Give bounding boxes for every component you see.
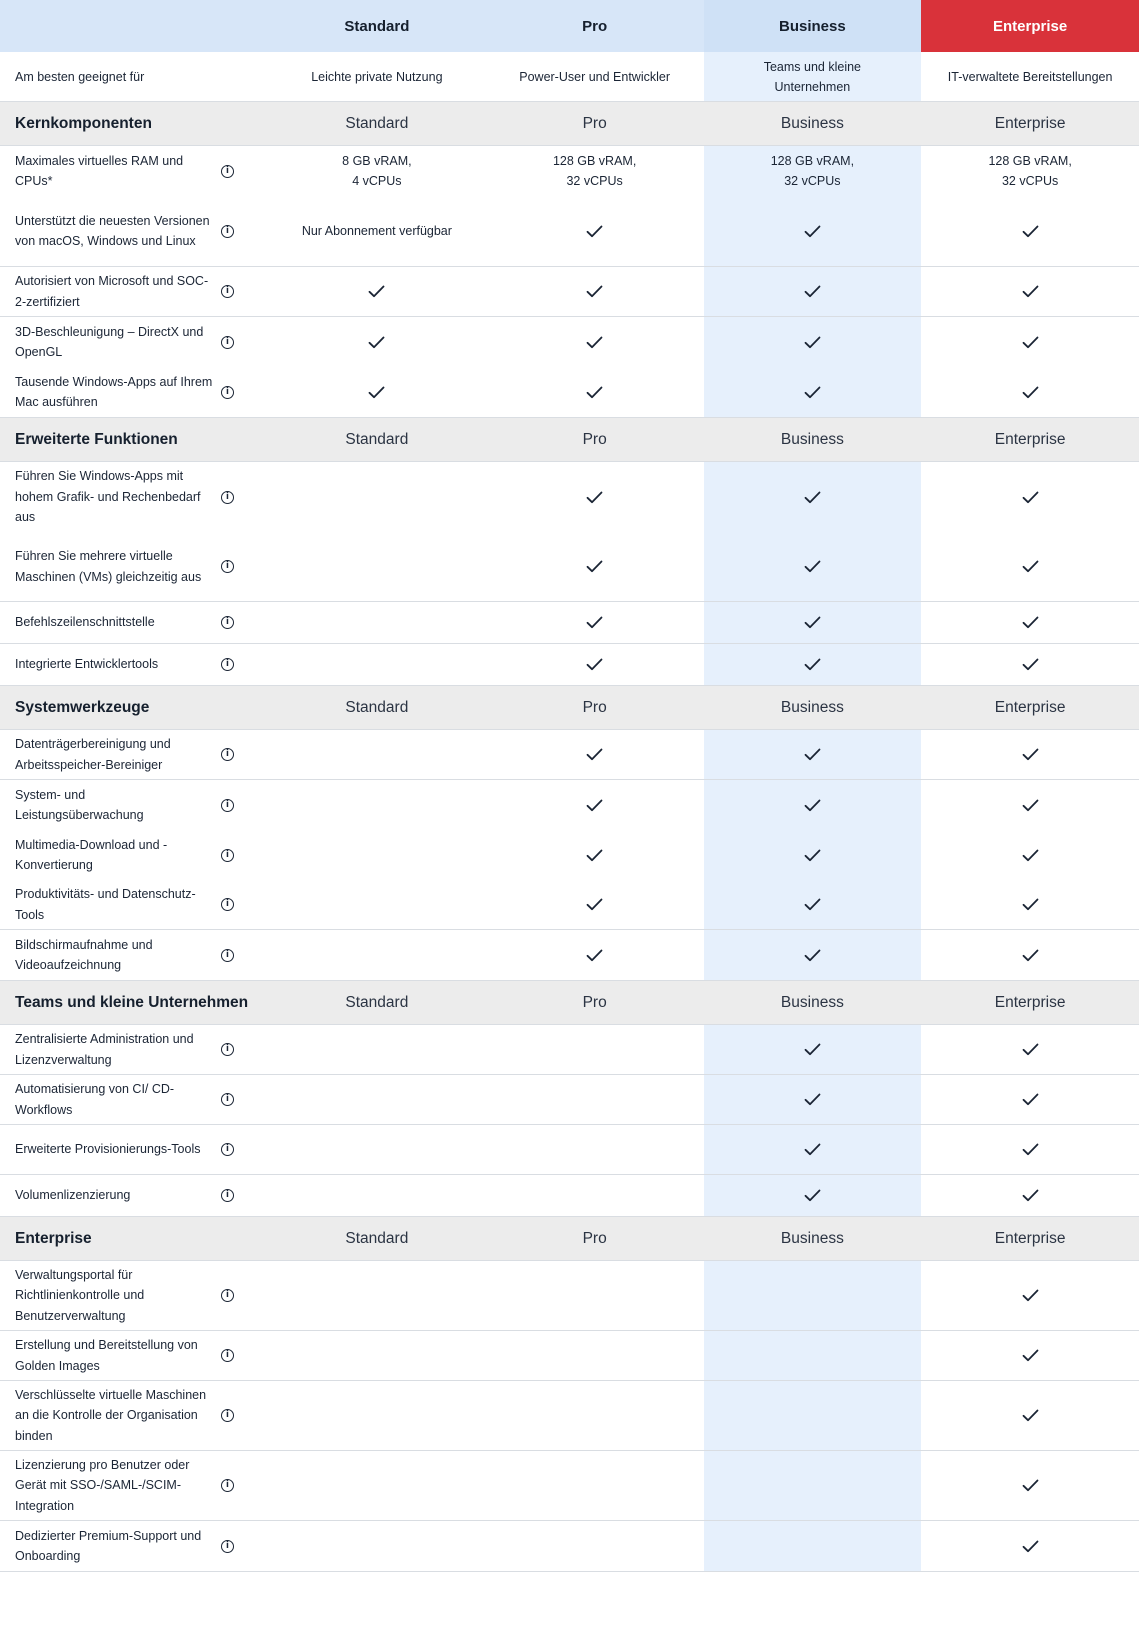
feature-label-cell <box>0 367 268 417</box>
feature-label-cell <box>0 196 268 266</box>
feature-value-business <box>704 317 922 367</box>
feature-value-enterprise <box>921 1331 1139 1380</box>
feature-value-business <box>704 930 922 980</box>
feature-value-pro <box>486 1175 704 1216</box>
plan-header-row <box>0 0 1139 52</box>
check-icon <box>1022 1479 1039 1492</box>
feature-label-cell <box>0 730 268 779</box>
feature-value-pro <box>486 730 704 779</box>
feature-value-enterprise <box>921 196 1139 266</box>
feature-label: Erstellung und Bereitstellung von Golden Images <box>15 1338 198 1373</box>
section-plan-label-enterprise: Enterprise <box>994 698 1066 716</box>
feature-value-pro <box>486 146 704 196</box>
feature-value-enterprise <box>921 602 1139 643</box>
check-icon <box>586 658 603 671</box>
feature-value-pro <box>486 462 704 532</box>
info-icon[interactable]: i <box>221 658 234 671</box>
feature-value-enterprise <box>921 880 1139 929</box>
feature-value-pro <box>486 1261 704 1330</box>
feature-row <box>0 644 1139 686</box>
feature-value-standard <box>268 880 486 929</box>
section-title: Systemwerkzeuge <box>15 698 150 716</box>
feature-label-cell <box>0 602 268 643</box>
check-icon <box>586 849 603 862</box>
feature-value-standard <box>268 644 486 685</box>
check-icon <box>1022 225 1039 238</box>
feature-label-cell <box>0 146 268 196</box>
section-plan-label-business: Business <box>704 981 922 1024</box>
header-empty-cell <box>0 0 268 52</box>
feature-label: Verwaltungsportal für Richtlinienkontrolle und Benutzerverwaltung <box>15 1267 145 1323</box>
check-icon <box>1022 898 1039 911</box>
check-icon <box>804 616 821 629</box>
feature-row <box>0 1025 1139 1075</box>
section-plan-label-enterprise: Enterprise <box>994 114 1066 132</box>
section-header-row <box>0 1217 1139 1261</box>
feature-row <box>0 1451 1139 1521</box>
feature-row <box>0 146 1139 196</box>
feature-value-standard <box>268 930 486 980</box>
feature-label: Führen Sie mehrere virtuelle Maschinen (VMs) gleichzeitig aus <box>15 549 202 584</box>
info-icon[interactable]: i <box>221 748 234 761</box>
feature-value-standard <box>268 1381 486 1450</box>
feature-row <box>0 1521 1139 1572</box>
feature-value-standard <box>268 462 486 532</box>
check-icon <box>804 336 821 349</box>
feature-label-cell <box>0 1381 268 1450</box>
feature-label: Datenträgerbereinigung und Arbeitsspeicher-Bereiniger <box>15 737 171 772</box>
feature-row <box>0 602 1139 644</box>
section-header-row <box>0 102 1139 146</box>
feature-label-cell <box>0 1075 268 1124</box>
check-icon <box>1022 1349 1039 1362</box>
info-icon[interactable]: i <box>221 616 234 629</box>
check-icon <box>586 560 603 573</box>
feature-value-business <box>704 830 922 880</box>
feature-row <box>0 1125 1139 1175</box>
best-for-row <box>0 52 1139 102</box>
feature-label-cell <box>0 880 268 929</box>
plan-header-enterprise: Enterprise <box>921 0 1139 52</box>
feature-value-business <box>704 602 922 643</box>
check-icon <box>1022 748 1039 761</box>
feature-value-pro <box>486 780 704 830</box>
feature-label: 3D-Beschleunigung – DirectX und OpenGL <box>15 324 204 359</box>
feature-value-enterprise <box>921 146 1139 196</box>
feature-value-business <box>704 1175 922 1216</box>
feature-row <box>0 317 1139 367</box>
best-for-standard: Leichte private Nutzung <box>311 69 443 84</box>
check-icon <box>586 898 603 911</box>
feature-row <box>0 880 1139 930</box>
plan-header-pro: Pro <box>582 17 608 35</box>
check-icon <box>804 386 821 399</box>
feature-label-cell <box>0 830 268 880</box>
feature-label: Maximales virtuelles RAM und CPUs* <box>15 153 184 188</box>
feature-label-cell <box>0 1025 268 1074</box>
feature-row <box>0 1075 1139 1125</box>
feature-value-business <box>704 880 922 929</box>
section-plan-label-business: Business <box>704 418 922 461</box>
feature-value-standard <box>268 1451 486 1520</box>
feature-label: Integrierte Entwicklertools <box>15 657 159 672</box>
feature-row <box>0 196 1139 267</box>
feature-value-pro <box>486 367 704 417</box>
feature-value-pro <box>486 1521 704 1571</box>
feature-value-enterprise <box>921 830 1139 880</box>
section-plan-label-pro: Pro <box>582 1229 607 1247</box>
feature-value-enterprise <box>921 730 1139 779</box>
feature-value-text: 128 GB vRAM, 32 vCPUs <box>988 153 1072 188</box>
feature-row <box>0 780 1139 830</box>
feature-value-pro <box>486 317 704 367</box>
feature-value-business <box>704 1075 922 1124</box>
check-icon <box>586 748 603 761</box>
check-icon <box>586 225 603 238</box>
feature-sections <box>0 102 1139 1572</box>
section-plan-label-enterprise: Enterprise <box>994 993 1066 1011</box>
info-icon[interactable]: i <box>221 165 234 178</box>
feature-label: Erweiterte Provisionierungs-Tools <box>15 1142 201 1157</box>
feature-label-cell <box>0 1521 268 1571</box>
check-icon <box>1022 949 1039 962</box>
section-title: Erweiterte Funktionen <box>15 430 178 448</box>
section-title: Enterprise <box>15 1229 92 1247</box>
feature-value-pro <box>486 532 704 601</box>
feature-value-pro <box>486 1075 704 1124</box>
check-icon <box>586 616 603 629</box>
feature-value-pro <box>486 1331 704 1380</box>
section-plan-label-business: Business <box>704 686 922 729</box>
feature-value-standard <box>268 146 486 196</box>
info-icon[interactable]: i <box>221 1093 234 1106</box>
feature-value-enterprise <box>921 267 1139 316</box>
check-icon <box>804 949 821 962</box>
feature-value-standard <box>268 367 486 417</box>
feature-value-standard <box>268 1175 486 1216</box>
info-icon[interactable]: i <box>221 1289 234 1302</box>
check-icon <box>804 1093 821 1106</box>
check-icon <box>586 949 603 962</box>
section-header-row <box>0 981 1139 1025</box>
section-plan-label-standard: Standard <box>345 993 409 1011</box>
feature-value-pro <box>486 1451 704 1520</box>
feature-label: Führen Sie Windows-Apps mit hohem Grafik- und Rechenbedarf aus <box>15 469 201 525</box>
check-icon <box>586 799 603 812</box>
check-icon <box>804 225 821 238</box>
feature-value-business <box>704 1331 922 1380</box>
feature-label: Volumenlizenzierung <box>15 1188 131 1203</box>
check-icon <box>1022 1093 1039 1106</box>
feature-row <box>0 462 1139 532</box>
best-for-pro: Power-User und Entwickler <box>519 69 670 84</box>
check-icon <box>804 898 821 911</box>
info-icon[interactable]: i <box>221 1479 234 1492</box>
check-icon <box>1022 616 1039 629</box>
feature-value-enterprise <box>921 317 1139 367</box>
feature-value-standard <box>268 532 486 601</box>
feature-value-business <box>704 267 922 316</box>
check-icon <box>1022 1143 1039 1156</box>
section-plan-label-pro: Pro <box>582 993 607 1011</box>
check-icon <box>1022 560 1039 573</box>
check-icon <box>1022 1289 1039 1302</box>
check-icon <box>586 285 603 298</box>
feature-label: Verschlüsselte virtuelle Maschinen an die Kontrolle der Organisation binden <box>15 1387 207 1443</box>
check-icon <box>804 1189 821 1202</box>
feature-row <box>0 267 1139 317</box>
feature-value-text: 128 GB vRAM, 32 vCPUs <box>770 153 855 188</box>
feature-value-enterprise <box>921 644 1139 685</box>
feature-value-pro <box>486 1125 704 1174</box>
info-icon[interactable]: i <box>221 1189 234 1202</box>
feature-value-business <box>704 1125 922 1174</box>
section-header-row <box>0 418 1139 462</box>
check-icon <box>1022 491 1039 504</box>
section-plan-label-pro: Pro <box>582 114 607 132</box>
check-icon <box>368 285 385 298</box>
feature-value-enterprise <box>921 930 1139 980</box>
section-plan-label-enterprise: Enterprise <box>994 430 1066 448</box>
feature-label: Zentralisierte Administration und Lizenzverwaltung <box>15 1032 194 1067</box>
section-plan-label-business: Business <box>704 1217 922 1260</box>
info-icon[interactable]: i <box>221 1409 234 1422</box>
feature-value-business <box>704 1451 922 1520</box>
check-icon <box>804 799 821 812</box>
feature-label-cell <box>0 1261 268 1330</box>
check-icon <box>804 491 821 504</box>
best-for-enterprise: IT-verwaltete Bereitstellungen <box>947 69 1113 84</box>
feature-row <box>0 930 1139 981</box>
feature-value-text: 128 GB vRAM, 32 vCPUs <box>552 153 637 188</box>
feature-value-pro <box>486 930 704 980</box>
feature-label: Produktivitäts- und Datenschutz-Tools <box>15 887 196 922</box>
feature-value-enterprise <box>921 1451 1139 1520</box>
feature-value-business <box>704 146 922 196</box>
feature-value-pro <box>486 267 704 316</box>
feature-value-business <box>704 196 922 266</box>
check-icon <box>804 560 821 573</box>
feature-label-cell <box>0 930 268 980</box>
section-plan-label-pro: Pro <box>582 698 607 716</box>
feature-label: Befehlszeilenschnittstelle <box>15 615 155 630</box>
feature-value-enterprise <box>921 780 1139 830</box>
section-plan-label-enterprise: Enterprise <box>994 1229 1066 1247</box>
section-title: Kernkomponenten <box>15 114 152 132</box>
feature-value-business <box>704 1261 922 1330</box>
feature-label-cell <box>0 644 268 685</box>
feature-value-business <box>704 1381 922 1450</box>
feature-value-business <box>704 644 922 685</box>
info-icon[interactable]: i <box>221 898 234 911</box>
plan-header-business: Business <box>704 0 922 52</box>
best-for-business: Teams und kleine Unternehmen <box>704 52 922 101</box>
feature-row <box>0 730 1139 780</box>
feature-value-enterprise <box>921 1261 1139 1330</box>
check-icon <box>1022 799 1039 812</box>
feature-value-enterprise <box>921 462 1139 532</box>
feature-value-enterprise <box>921 1381 1139 1450</box>
check-icon <box>1022 336 1039 349</box>
check-icon <box>1022 285 1039 298</box>
info-icon[interactable]: i <box>221 1143 234 1156</box>
check-icon <box>586 386 603 399</box>
check-icon <box>804 748 821 761</box>
feature-label: System- und Leistungsüberwachung <box>15 787 144 822</box>
feature-value-standard <box>268 1261 486 1330</box>
feature-label-cell <box>0 532 268 601</box>
feature-value-pro <box>486 602 704 643</box>
feature-value-enterprise <box>921 367 1139 417</box>
check-icon <box>804 658 821 671</box>
section-plan-label-pro: Pro <box>582 430 607 448</box>
info-icon[interactable]: i <box>221 225 234 238</box>
section-header-row <box>0 686 1139 730</box>
check-icon <box>804 849 821 862</box>
feature-row <box>0 1381 1139 1451</box>
feature-value-pro <box>486 880 704 929</box>
check-icon <box>804 285 821 298</box>
feature-value-standard <box>268 1331 486 1380</box>
feature-label-cell <box>0 780 268 830</box>
feature-label-cell <box>0 1331 268 1380</box>
info-icon[interactable]: i <box>221 1043 234 1056</box>
feature-row <box>0 1261 1139 1331</box>
feature-value-standard <box>268 1521 486 1571</box>
feature-value-standard <box>268 267 486 316</box>
feature-value-standard <box>268 780 486 830</box>
info-icon[interactable]: i <box>221 386 234 399</box>
feature-label: Multimedia-Download und -Konvertierung <box>15 837 168 872</box>
check-icon <box>1022 1540 1039 1553</box>
feature-value-pro <box>486 196 704 266</box>
feature-value-standard <box>268 1075 486 1124</box>
feature-label-cell <box>0 1125 268 1174</box>
check-icon <box>1022 386 1039 399</box>
check-icon <box>1022 658 1039 671</box>
feature-value-pro <box>486 1025 704 1074</box>
info-icon[interactable]: i <box>221 1540 234 1553</box>
feature-label: Lizenzierung pro Benutzer oder Gerät mit SSO-/SAML-/SCIM-Integration <box>15 1457 190 1513</box>
feature-value-business <box>704 1521 922 1571</box>
feature-value-standard <box>268 602 486 643</box>
check-icon <box>368 336 385 349</box>
info-icon[interactable]: i <box>221 491 234 504</box>
section-plan-label-standard: Standard <box>345 430 409 448</box>
info-icon[interactable]: i <box>221 799 234 812</box>
feature-label: Unterstützt die neuesten Versionen von macOS, Windows und Linux <box>15 213 210 248</box>
feature-value-enterprise <box>921 532 1139 601</box>
section-plan-label-standard: Standard <box>345 698 409 716</box>
feature-row <box>0 532 1139 602</box>
feature-label: Bildschirmaufnahme und Videoaufzeichnung <box>15 937 153 972</box>
feature-label: Automatisierung von CI/ CD-Workflows <box>15 1082 175 1117</box>
feature-value-standard <box>268 1025 486 1074</box>
check-icon <box>1022 1189 1039 1202</box>
info-icon[interactable]: i <box>221 285 234 298</box>
feature-value-business <box>704 780 922 830</box>
feature-label: Tausende Windows-Apps auf Ihrem Mac ausführen <box>15 374 213 409</box>
feature-label: Dedizierter Premium-Support und Onboarding <box>15 1528 202 1563</box>
feature-value-enterprise <box>921 1125 1139 1174</box>
info-icon[interactable]: i <box>221 336 234 349</box>
feature-value-enterprise <box>921 1175 1139 1216</box>
info-icon[interactable]: i <box>221 560 234 573</box>
feature-value-enterprise <box>921 1075 1139 1124</box>
section-plan-label-standard: Standard <box>345 114 409 132</box>
check-icon <box>1022 1409 1039 1422</box>
feature-value-standard <box>268 317 486 367</box>
plan-header-standard: Standard <box>344 17 410 35</box>
section-plan-label-business: Business <box>704 102 922 145</box>
best-for-label: Am besten geeignet für <box>15 69 145 84</box>
info-icon[interactable]: i <box>221 849 234 862</box>
feature-label-cell <box>0 1175 268 1216</box>
feature-value-standard <box>268 730 486 779</box>
feature-value-pro <box>486 644 704 685</box>
feature-row <box>0 367 1139 418</box>
info-icon[interactable]: i <box>221 1349 234 1362</box>
feature-value-text: 8 GB vRAM, 4 vCPUs <box>342 153 412 188</box>
feature-value-business <box>704 1025 922 1074</box>
feature-label: Autorisiert von Microsoft und SOC-2-zertifiziert <box>15 274 209 309</box>
check-icon <box>1022 849 1039 862</box>
feature-row <box>0 1175 1139 1217</box>
feature-value-enterprise <box>921 1025 1139 1074</box>
check-icon <box>804 1043 821 1056</box>
section-plan-label-standard: Standard <box>345 1229 409 1247</box>
check-icon <box>1022 1043 1039 1056</box>
check-icon <box>586 336 603 349</box>
check-icon <box>586 491 603 504</box>
feature-label-cell <box>0 462 268 532</box>
feature-row <box>0 1331 1139 1381</box>
feature-value-standard <box>268 1125 486 1174</box>
feature-value-business <box>704 730 922 779</box>
check-icon <box>368 386 385 399</box>
feature-value-text: Nur Abonnement verfügbar <box>301 223 452 238</box>
feature-value-business <box>704 462 922 532</box>
info-icon[interactable]: i <box>221 949 234 962</box>
feature-value-pro <box>486 830 704 880</box>
feature-value-enterprise <box>921 1521 1139 1571</box>
feature-value-standard <box>268 196 486 266</box>
feature-label-cell <box>0 267 268 316</box>
feature-value-business <box>704 367 922 417</box>
check-icon <box>804 1143 821 1156</box>
feature-row <box>0 830 1139 880</box>
feature-value-pro <box>486 1381 704 1450</box>
feature-value-standard <box>268 830 486 880</box>
feature-label-cell <box>0 317 268 367</box>
section-title: Teams und kleine Unternehmen <box>15 993 249 1011</box>
feature-label-cell <box>0 1451 268 1520</box>
feature-value-business <box>704 532 922 601</box>
